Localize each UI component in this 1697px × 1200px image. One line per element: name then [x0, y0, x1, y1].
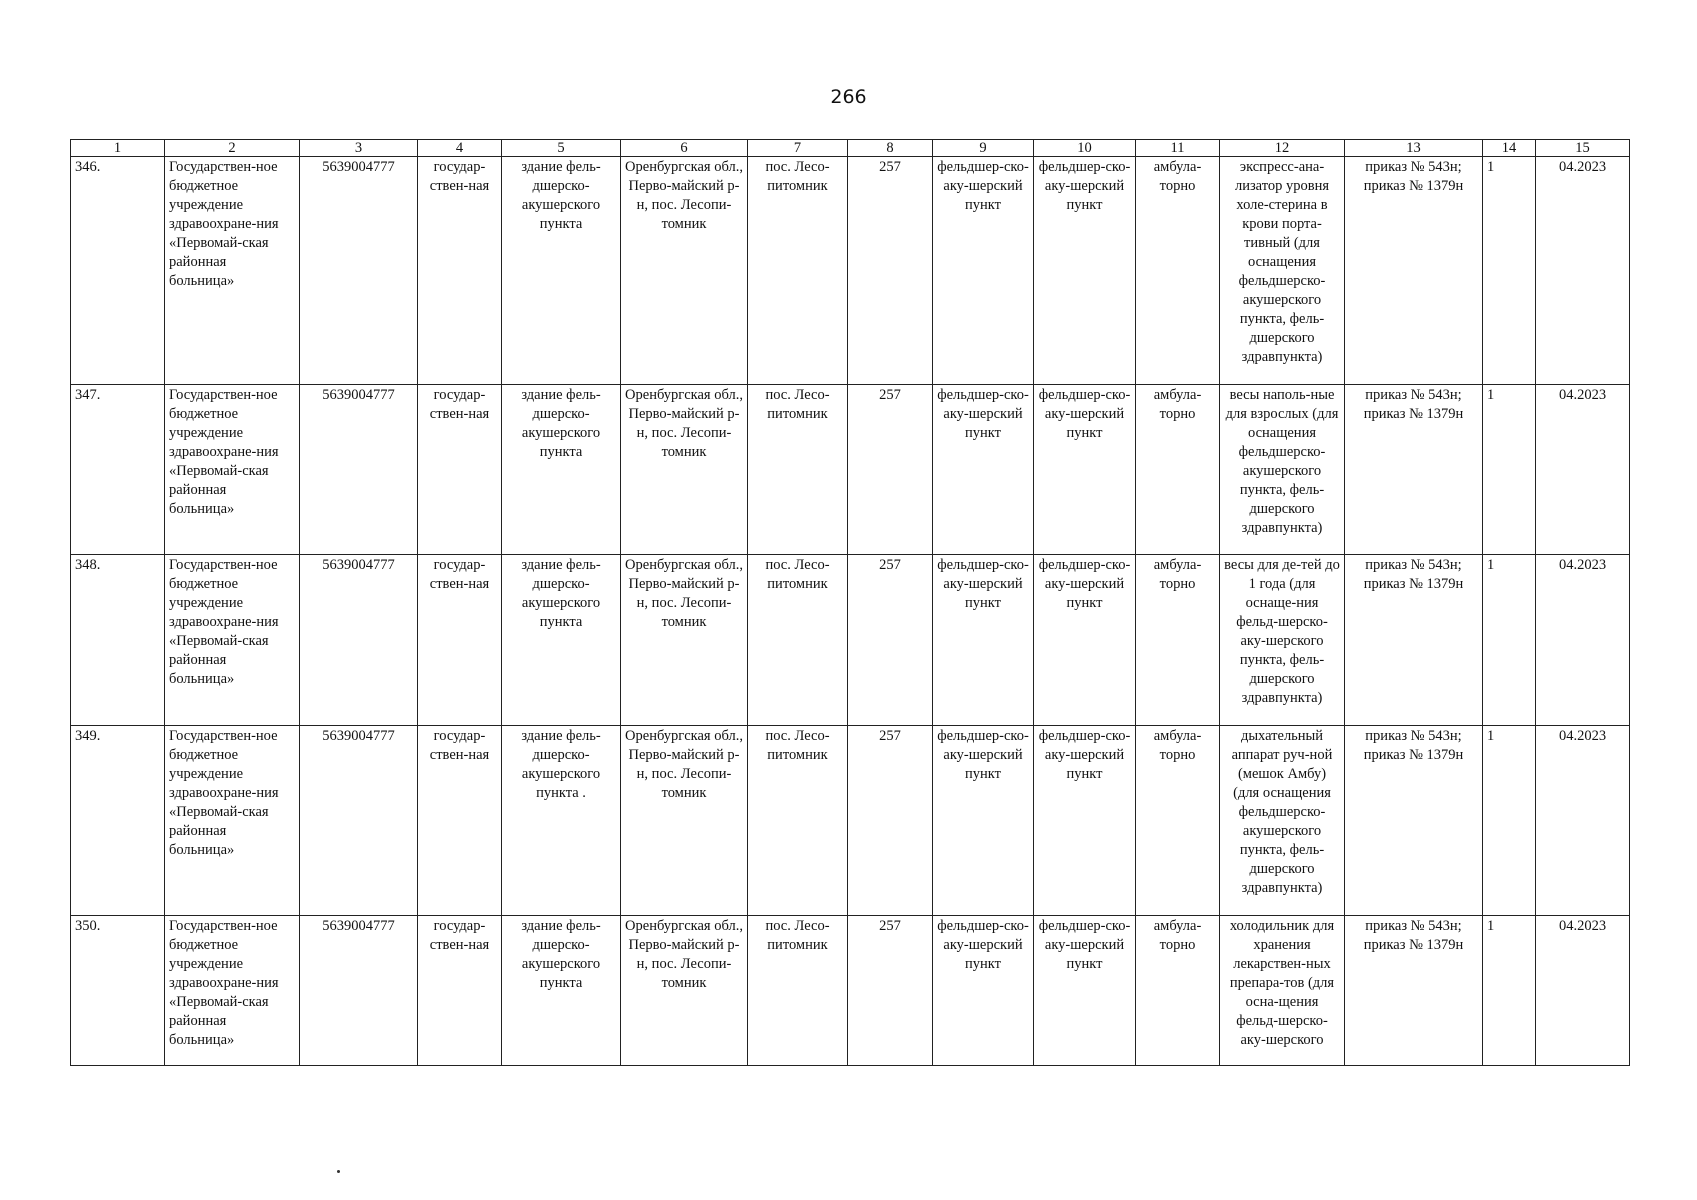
- column-header: 12: [1220, 140, 1345, 157]
- organization-name: Государствен-ное бюджетное учреждение здравоохране-ния «Первомай-ская районная больница»: [165, 555, 300, 726]
- facility-type-2: фельдшер-ско-аку-шерский пункт: [1034, 555, 1136, 726]
- quantity: 1: [1483, 726, 1536, 916]
- code: 257: [848, 726, 933, 916]
- building: здание фель-дшерско-акушерского пункта: [502, 916, 621, 1066]
- care-mode: амбула-торно: [1136, 157, 1220, 385]
- table-row: [71, 726, 1630, 916]
- row-number: 346.: [71, 157, 165, 385]
- column-header: 8: [848, 140, 933, 157]
- column-header: 10: [1034, 140, 1136, 157]
- inn: 5639004777: [300, 726, 418, 916]
- row-number: 349.: [71, 726, 165, 916]
- code: 257: [848, 157, 933, 385]
- order-reference: приказ № 543н; приказ № 1379н: [1345, 555, 1483, 726]
- facility-type-2: фельдшер-ско-аку-шерский пункт: [1034, 726, 1136, 916]
- code: 257: [848, 555, 933, 726]
- locality: пос. Лесо-питомник: [748, 157, 848, 385]
- facility-type-2: фельдшер-ско-аку-шерский пункт: [1034, 157, 1136, 385]
- care-mode: амбула-торно: [1136, 555, 1220, 726]
- inn: 5639004777: [300, 385, 418, 555]
- locality: пос. Лесо-питомник: [748, 726, 848, 916]
- quantity: 1: [1483, 385, 1536, 555]
- address: Оренбургская обл., Перво-майский р-н, пос. Лесопи-томник: [621, 916, 748, 1066]
- organization-name: Государствен-ное бюджетное учреждение здравоохране-ния «Первомай-ская районная больница»: [165, 385, 300, 555]
- facility-type: фельдшер-ско-аку-шерский пункт: [933, 726, 1034, 916]
- register-table: [70, 139, 1630, 1066]
- column-header: 15: [1536, 140, 1630, 157]
- inn: 5639004777: [300, 916, 418, 1066]
- code: 257: [848, 916, 933, 1066]
- care-mode: амбула-торно: [1136, 916, 1220, 1066]
- column-header: 9: [933, 140, 1034, 157]
- ownership: государ-ствен-ная: [418, 157, 502, 385]
- scan-speck: [337, 1170, 340, 1173]
- inn: 5639004777: [300, 157, 418, 385]
- facility-type: фельдшер-ско-аку-шерский пункт: [933, 385, 1034, 555]
- date: 04.2023: [1536, 157, 1630, 385]
- inn: 5639004777: [300, 555, 418, 726]
- table-row: [71, 157, 1630, 385]
- column-header: 1: [71, 140, 165, 157]
- table-row: [71, 555, 1630, 726]
- locality: пос. Лесо-питомник: [748, 916, 848, 1066]
- column-header: 13: [1345, 140, 1483, 157]
- building: здание фель-дшерско-акушерского пункта: [502, 385, 621, 555]
- code: 257: [848, 385, 933, 555]
- organization-name: Государствен-ное бюджетное учреждение здравоохране-ния «Первомай-ская районная больница»: [165, 916, 300, 1066]
- ownership: государ-ствен-ная: [418, 555, 502, 726]
- column-header: 14: [1483, 140, 1536, 157]
- facility-type: фельдшер-ско-аку-шерский пункт: [933, 916, 1034, 1066]
- date: 04.2023: [1536, 385, 1630, 555]
- column-header: 2: [165, 140, 300, 157]
- address: Оренбургская обл., Перво-майский р-н, пос. Лесопи-томник: [621, 555, 748, 726]
- order-reference: приказ № 543н; приказ № 1379н: [1345, 916, 1483, 1066]
- facility-type: фельдшер-ско-аку-шерский пункт: [933, 555, 1034, 726]
- table-row: [71, 385, 1630, 555]
- care-mode: амбула-торно: [1136, 726, 1220, 916]
- locality: пос. Лесо-питомник: [748, 555, 848, 726]
- page-number: 266: [830, 86, 867, 108]
- facility-type-2: фельдшер-ско-аку-шерский пункт: [1034, 916, 1136, 1066]
- address: Оренбургская обл., Перво-майский р-н, пос. Лесопи-томник: [621, 726, 748, 916]
- building: здание фель-дшерско-акушерского пункта: [502, 157, 621, 385]
- date: 04.2023: [1536, 916, 1630, 1066]
- order-reference: приказ № 543н; приказ № 1379н: [1345, 157, 1483, 385]
- equipment: дыхательный аппарат руч-ной (мешок Амбу) (для оснащения фельдшерско-акушерского пункта, фель-дшерского здравпункта): [1220, 726, 1345, 916]
- quantity: 1: [1483, 157, 1536, 385]
- equipment: весы наполь-ные для взрослых (для оснащения фельдшерско-акушерского пункта, фель-дшерского здравпункта): [1220, 385, 1345, 555]
- locality: пос. Лесо-питомник: [748, 385, 848, 555]
- column-header: 11: [1136, 140, 1220, 157]
- building: здание фель-дшерско-акушерского пункта .: [502, 726, 621, 916]
- ownership: государ-ствен-ная: [418, 726, 502, 916]
- table-row: [71, 916, 1630, 1066]
- organization-name: Государствен-ное бюджетное учреждение здравоохране-ния «Первомай-ская районная больница»: [165, 157, 300, 385]
- date: 04.2023: [1536, 726, 1630, 916]
- column-header: 6: [621, 140, 748, 157]
- ownership: государ-ствен-ная: [418, 916, 502, 1066]
- facility-type-2: фельдшер-ско-аку-шерский пункт: [1034, 385, 1136, 555]
- row-number: 350.: [71, 916, 165, 1066]
- column-numbers-row: [71, 140, 1630, 157]
- quantity: 1: [1483, 916, 1536, 1066]
- organization-name: Государствен-ное бюджетное учреждение здравоохране-ния «Первомай-ская районная больница»: [165, 726, 300, 916]
- facility-type: фельдшер-ско-аку-шерский пункт: [933, 157, 1034, 385]
- quantity: 1: [1483, 555, 1536, 726]
- column-header: 3: [300, 140, 418, 157]
- row-number: 347.: [71, 385, 165, 555]
- equipment: экспресс-ана-лизатор уровня холе-стерина в крови порта-тивный (для оснащения фельдшерско-акушерского пункта, фель-дшерского здравпункта): [1220, 157, 1345, 385]
- building: здание фель-дшерско-акушерского пункта: [502, 555, 621, 726]
- equipment: весы для де-тей до 1 года (для оснаще-ния фельд-шерско-аку-шерского пункта, фель-дшерского здравпункта): [1220, 555, 1345, 726]
- address: Оренбургская обл., Перво-майский р-н, пос. Лесопи-томник: [621, 385, 748, 555]
- address: Оренбургская обл., Перво-майский р-н, пос. Лесопи-томник: [621, 157, 748, 385]
- column-header: 7: [748, 140, 848, 157]
- row-number: 348.: [71, 555, 165, 726]
- date: 04.2023: [1536, 555, 1630, 726]
- equipment: холодильник для хранения лекарствен-ных препара-тов (для осна-щения фельд-шерско-аку-шерского: [1220, 916, 1345, 1066]
- order-reference: приказ № 543н; приказ № 1379н: [1345, 385, 1483, 555]
- column-header: 5: [502, 140, 621, 157]
- care-mode: амбула-торно: [1136, 385, 1220, 555]
- column-header: 4: [418, 140, 502, 157]
- ownership: государ-ствен-ная: [418, 385, 502, 555]
- order-reference: приказ № 543н; приказ № 1379н: [1345, 726, 1483, 916]
